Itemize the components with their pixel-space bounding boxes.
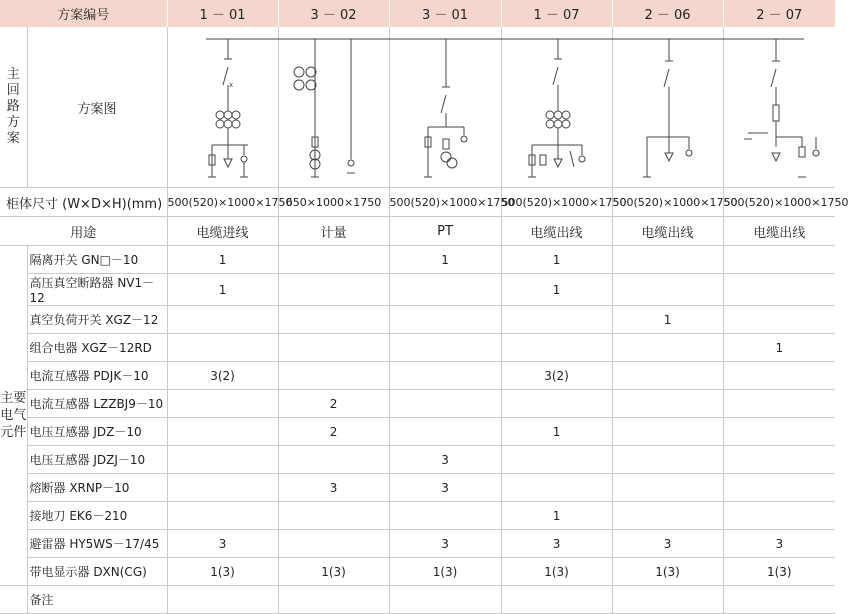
component-qty [612,362,723,390]
component-name: 避雷器 HY5WS－17/45 [27,530,167,558]
use-row [0,217,835,246]
component-qty [723,474,835,502]
component-qty [278,246,389,274]
component-qty [501,474,612,502]
component-qty [723,274,835,306]
component-qty [501,334,612,362]
component-qty [167,306,278,334]
component-qty [167,334,278,362]
component-qty [612,474,723,502]
component-qty: 1 [389,246,501,274]
component-qty [612,446,723,474]
component-qty [612,274,723,306]
component-row [0,246,835,274]
component-qty: 3(2) [501,362,612,390]
component-qty [612,246,723,274]
component-qty [612,334,723,362]
svg-text:x: x [228,81,233,89]
component-name: 真空负荷开关 XGZ－12 [27,306,167,334]
component-qty [167,446,278,474]
component-row [0,502,835,530]
component-name: 电流互感器 LZZBJ9－10 [27,390,167,418]
component-qty: 1 [167,274,278,306]
component-qty [389,502,501,530]
component-qty: 1 [501,502,612,530]
component-qty [612,502,723,530]
component-qty: 1(3) [389,558,501,586]
component-qty [501,306,612,334]
component-name: 接地刀 EK6－210 [27,502,167,530]
dims-value: 500(520)×1000×1750 [612,188,723,217]
component-qty: 3 [389,474,501,502]
component-name: 电压互感器 JDZ－10 [27,418,167,446]
remark-cell [612,586,723,614]
circuit-diagram-icon [279,27,390,187]
scheme-no: 3 － 02 [278,0,389,27]
diagram-3-02 [278,27,389,188]
component-qty: 1 [723,334,835,362]
remark-cell [501,586,612,614]
component-qty: 2 [278,418,389,446]
component-qty: 3 [167,530,278,558]
component-qty [389,418,501,446]
scheme-no-label: 方案编号 [0,0,167,27]
component-row [0,446,835,474]
component-qty [723,246,835,274]
circuit-diagram-icon [168,27,279,187]
component-qty [167,474,278,502]
component-row [0,334,835,362]
component-qty [167,390,278,418]
diagram-row-label: 方案图 [27,27,167,188]
remark-cell [278,586,389,614]
component-qty: 1(3) [501,558,612,586]
component-row [0,362,835,390]
component-qty: 3 [278,474,389,502]
component-qty [723,306,835,334]
scheme-no: 2 － 07 [723,0,835,27]
component-qty: 1(3) [278,558,389,586]
main-components-group-label: 主要电气元件 [0,246,27,586]
dims-row [0,188,835,217]
component-row [0,474,835,502]
component-qty [389,390,501,418]
component-qty [501,390,612,418]
use-label: 用途 [0,217,167,246]
dims-value: 650×1000×1750 [278,188,389,217]
component-qty [278,502,389,530]
scheme-no: 2 － 06 [612,0,723,27]
use-value: 电缆出线 [501,217,612,246]
component-qty: 3 [501,530,612,558]
circuit-diagram-icon [613,27,724,187]
component-name: 电压互感器 JDZJ－10 [27,446,167,474]
component-qty [167,418,278,446]
component-name: 组合电器 XGZ－12RD [27,334,167,362]
diagram-1-01 [167,27,278,188]
component-qty [389,334,501,362]
component-row [0,418,835,446]
component-qty [278,274,389,306]
component-row [0,390,835,418]
use-value: 计量 [278,217,389,246]
remark-cell [167,586,278,614]
diagram-1-07 [501,27,612,188]
dims-value: 500(520)×1000×1750 [389,188,501,217]
scheme-no: 3 － 01 [389,0,501,27]
component-qty: 2 [278,390,389,418]
component-qty [389,274,501,306]
component-qty: 3 [612,530,723,558]
circuit-diagram-icon [724,27,836,187]
component-qty [501,446,612,474]
dims-value: 500(520)×1000×1750 [501,188,612,217]
component-row [0,558,835,586]
diagram-2-07 [723,27,835,188]
circuit-diagram-icon [502,27,613,187]
component-qty: 1 [167,246,278,274]
remark-row [0,586,835,614]
component-qty [389,362,501,390]
component-qty [167,502,278,530]
diagram-3-01 [389,27,501,188]
component-row [0,530,835,558]
component-qty [723,418,835,446]
component-qty [278,334,389,362]
component-qty [612,390,723,418]
component-qty [723,502,835,530]
component-qty [389,306,501,334]
remark-spacer [0,586,27,614]
component-qty [278,362,389,390]
component-name: 熔断器 XRNP－10 [27,474,167,502]
circuit-diagram-icon [390,27,502,187]
component-name: 隔离开关 GN□－10 [27,246,167,274]
component-qty [278,530,389,558]
dims-value: 500(520)×1000×1750 [723,188,835,217]
component-qty [723,390,835,418]
component-qty: 3 [723,530,835,558]
component-qty [723,362,835,390]
main-circuit-group-label: 主回路方案 [0,27,27,188]
component-name: 电流互感器 PDJK－10 [27,362,167,390]
component-name: 带电显示器 DXN(CG) [27,558,167,586]
component-name: 高压真空断路器 NV1－12 [27,274,167,306]
component-qty [278,446,389,474]
use-value: 电缆出线 [723,217,835,246]
use-value: 电缆出线 [612,217,723,246]
component-qty: 1(3) [723,558,835,586]
use-value: 电缆进线 [167,217,278,246]
component-row [0,306,835,334]
component-qty: 1(3) [167,558,278,586]
component-qty: 1(3) [612,558,723,586]
use-value: PT [389,217,501,246]
scheme-no: 1 － 01 [167,0,278,27]
component-qty [612,418,723,446]
component-qty: 1 [612,306,723,334]
component-qty: 1 [501,246,612,274]
scheme-no: 1 － 07 [501,0,612,27]
component-qty: 1 [501,274,612,306]
dims-label: 柜体尺寸 (W×D×H)(mm) [0,188,167,217]
diagram-2-06 [612,27,723,188]
component-qty: 1 [501,418,612,446]
component-qty [278,306,389,334]
component-qty: 3 [389,446,501,474]
dims-value: 500(520)×1000×1750 [167,188,278,217]
remark-cell [723,586,835,614]
remark-label: 备注 [27,586,167,614]
component-qty: 3 [389,530,501,558]
component-qty [723,446,835,474]
component-row [0,274,835,306]
diagram-row [0,27,835,188]
remark-cell [389,586,501,614]
header-row [0,0,835,27]
component-qty: 3(2) [167,362,278,390]
